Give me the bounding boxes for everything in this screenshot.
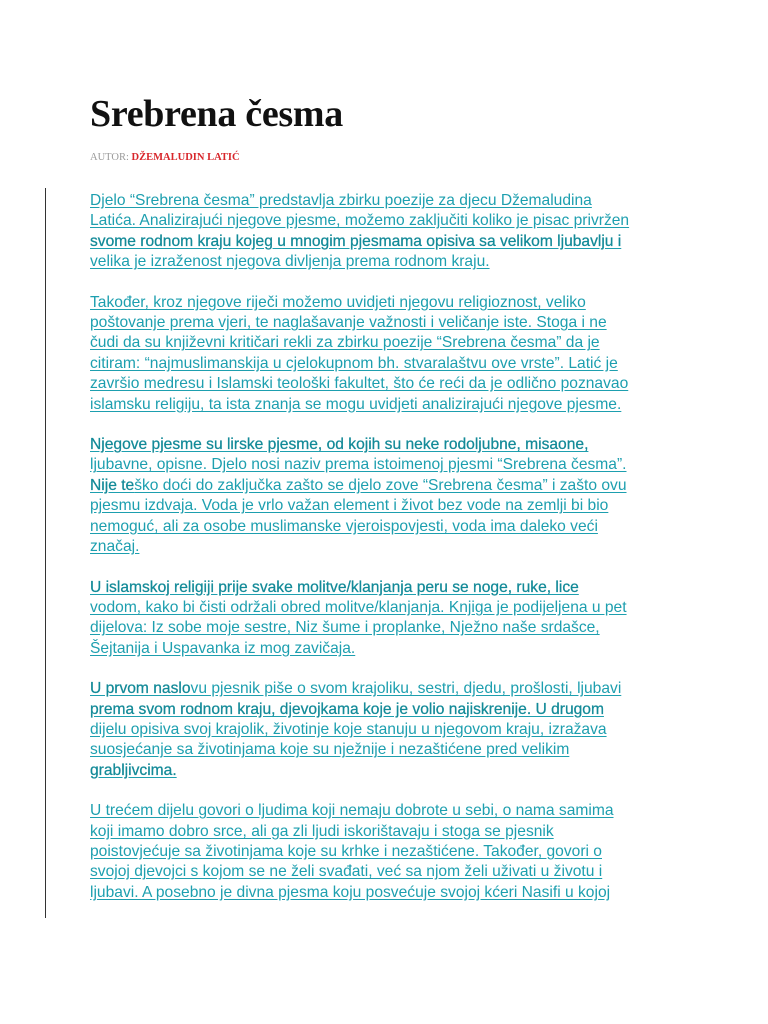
text-line-link[interactable] — [90, 862, 690, 882]
text-line-link[interactable] — [90, 598, 690, 618]
text-segment: ljubavi. A posebno je divna pjesma koju posvećuje svojoj kćeri Nasifi u kojoj — [90, 883, 611, 901]
text-line-link[interactable] — [90, 232, 690, 252]
text-segment: završio medresu i Islamski teološki fakultet, što će reći da je odlično poznavao — [90, 375, 629, 393]
text-segment: značaj. — [90, 538, 140, 556]
text-line-link[interactable] — [90, 374, 690, 394]
text-segment: svojoj djevojci s kojom se ne želi svađati, već sa njom želi uživati u životu i — [90, 863, 603, 881]
text-line-link[interactable] — [90, 435, 690, 455]
text-line-link[interactable] — [90, 883, 690, 903]
text-line-link[interactable] — [90, 842, 690, 862]
text-line-link[interactable] — [90, 720, 690, 740]
text-line-link[interactable] — [90, 191, 690, 211]
text-segment: nemoguć, ali za osobe muslimanske vjeroispovjesti, voda ima daleko veći — [90, 517, 598, 535]
text-segment: Također, kroz njegove riječi možemo uvidjeti njegovu religioznost, veliko — [90, 293, 586, 311]
text-line-link[interactable] — [90, 333, 690, 353]
text-segment: suosjećanje sa životinjama koje su nježnije i nezaštićene pred velikim — [90, 741, 570, 759]
text-line-link[interactable] — [90, 700, 690, 720]
paragraph — [90, 801, 690, 903]
text-line-link[interactable] — [90, 211, 690, 231]
byline — [90, 152, 240, 163]
paragraph — [90, 578, 690, 660]
text-segment: ško doći do zaključka zašto se djelo zove “Srebrena česma” i zašto ovu — [134, 476, 627, 494]
text-segment: Latića. Analizirajući njegove pjesme, možemo zaključiti koliko je pisac privržen — [90, 212, 630, 230]
text-line-link[interactable] — [90, 822, 690, 842]
paragraph — [90, 293, 690, 415]
text-segment: svome rodnom kraju kojeg u mnogim pjesmama opisiva sa velikom ljubavlju i — [90, 232, 622, 250]
text-line-link[interactable] — [90, 801, 690, 821]
text-segment: vodom, kako bi čisti održali obred molitve/klanjanja. Knjiga je podijeljena u pet — [90, 598, 627, 616]
margin-rule — [45, 188, 46, 918]
text-segment: čudi da su književni kritičari rekli za zbirku poezije “Srebrena česma” da je — [90, 334, 600, 352]
text-line-link[interactable] — [90, 293, 690, 313]
text-segment: Djelo “Srebrena česma” predstavlja zbirku poezije za djecu Džemaludina — [90, 192, 592, 209]
text-segment: U trećem dijelu govori o ljudima koji nemaju dobrote u sebi, o nama samima — [90, 802, 614, 820]
text-segment: U islamskoj religiji prije svake molitve/klanjanja peru se noge, ruke, lice — [90, 578, 579, 596]
text-line-link[interactable] — [90, 496, 690, 516]
text-line-link[interactable] — [90, 578, 690, 598]
text-line-link[interactable] — [90, 252, 690, 272]
text-segment: prema svom rodnom kraju, djevojkama koje je volio najiskrenije. U drugom — [90, 700, 604, 718]
text-segment: ljubavne, opisne. Djelo nosi naziv prema istoimenoj pjesmi “Srebrena česma”. — [90, 456, 627, 474]
text-line-link[interactable] — [90, 354, 690, 374]
document-title: Srebrena česma — [90, 93, 343, 135]
text-line-link[interactable] — [90, 639, 690, 659]
paragraph — [90, 679, 690, 781]
text-segment: islamsku religiju, ta ista znanja se mogu uvidjeti analizirajući njegove pjesme. — [90, 395, 622, 413]
text-segment: dijelu opisiva svoj krajolik, životinje koje stanuju u njegovom kraju, izražava — [90, 720, 607, 738]
text-line-link[interactable] — [90, 313, 690, 333]
text-line-link[interactable] — [90, 517, 690, 537]
text-line-link[interactable] — [90, 476, 690, 496]
text-segment: citiram: “najmuslimanskija u cjelokupnom bh. stvaralaštvu ove vrste”. Latić je — [90, 354, 618, 372]
text-segment: grabljivcima. — [90, 761, 177, 779]
author-name[interactable]: DŽEMALUDIN LATIĆ — [131, 152, 240, 163]
text-line-link[interactable] — [90, 740, 690, 760]
paragraph — [90, 191, 690, 273]
text-line-link[interactable] — [90, 537, 690, 557]
text-line-link[interactable] — [90, 761, 690, 781]
text-line-link[interactable] — [90, 618, 690, 638]
paragraph — [90, 435, 690, 557]
text-segment: poistovjećuje sa životinjama koje su krhke i nezaštićene. Također, govori o — [90, 842, 602, 860]
byline-label: AUTOR: — [90, 152, 129, 163]
text-segment: velika je izraženost njegova divljenja prema rodnom kraju. — [90, 253, 490, 271]
text-segment: Šejtanija i Uspavanka iz mog zavičaja. — [90, 639, 356, 657]
text-segment: dijelova: Iz sobe moje sestre, Niz šume i proplanke, Nježno naše srdašce, — [90, 619, 600, 637]
text-segment: Njegove pjesme su lirske pjesme, od kojih su neke rodoljubne, misaone, — [90, 436, 589, 454]
text-segment: vu pjesnik piše o svom krajoliku, sestri, djedu, prošlosti, ljubavi — [190, 680, 622, 698]
text-line-link[interactable] — [90, 455, 690, 475]
text-segment: U prvom naslo — [90, 680, 191, 698]
text-segment: koji imamo dobro srce, ali ga zli ljudi iskorištavaju i stoga se pjesnik — [90, 822, 554, 840]
text-segment: poštovanje prema vjeri, te naglašavanje važnosti i veličanje iste. Stoga i ne — [90, 314, 607, 332]
text-line-link[interactable] — [90, 679, 690, 699]
text-line-link[interactable] — [90, 395, 690, 415]
document-body — [90, 191, 690, 923]
text-segment: pjesmu izdvaja. Voda je vrlo važan element i život bez vode na zemlji bi bio — [90, 497, 609, 515]
text-segment: Nije te — [90, 476, 135, 494]
